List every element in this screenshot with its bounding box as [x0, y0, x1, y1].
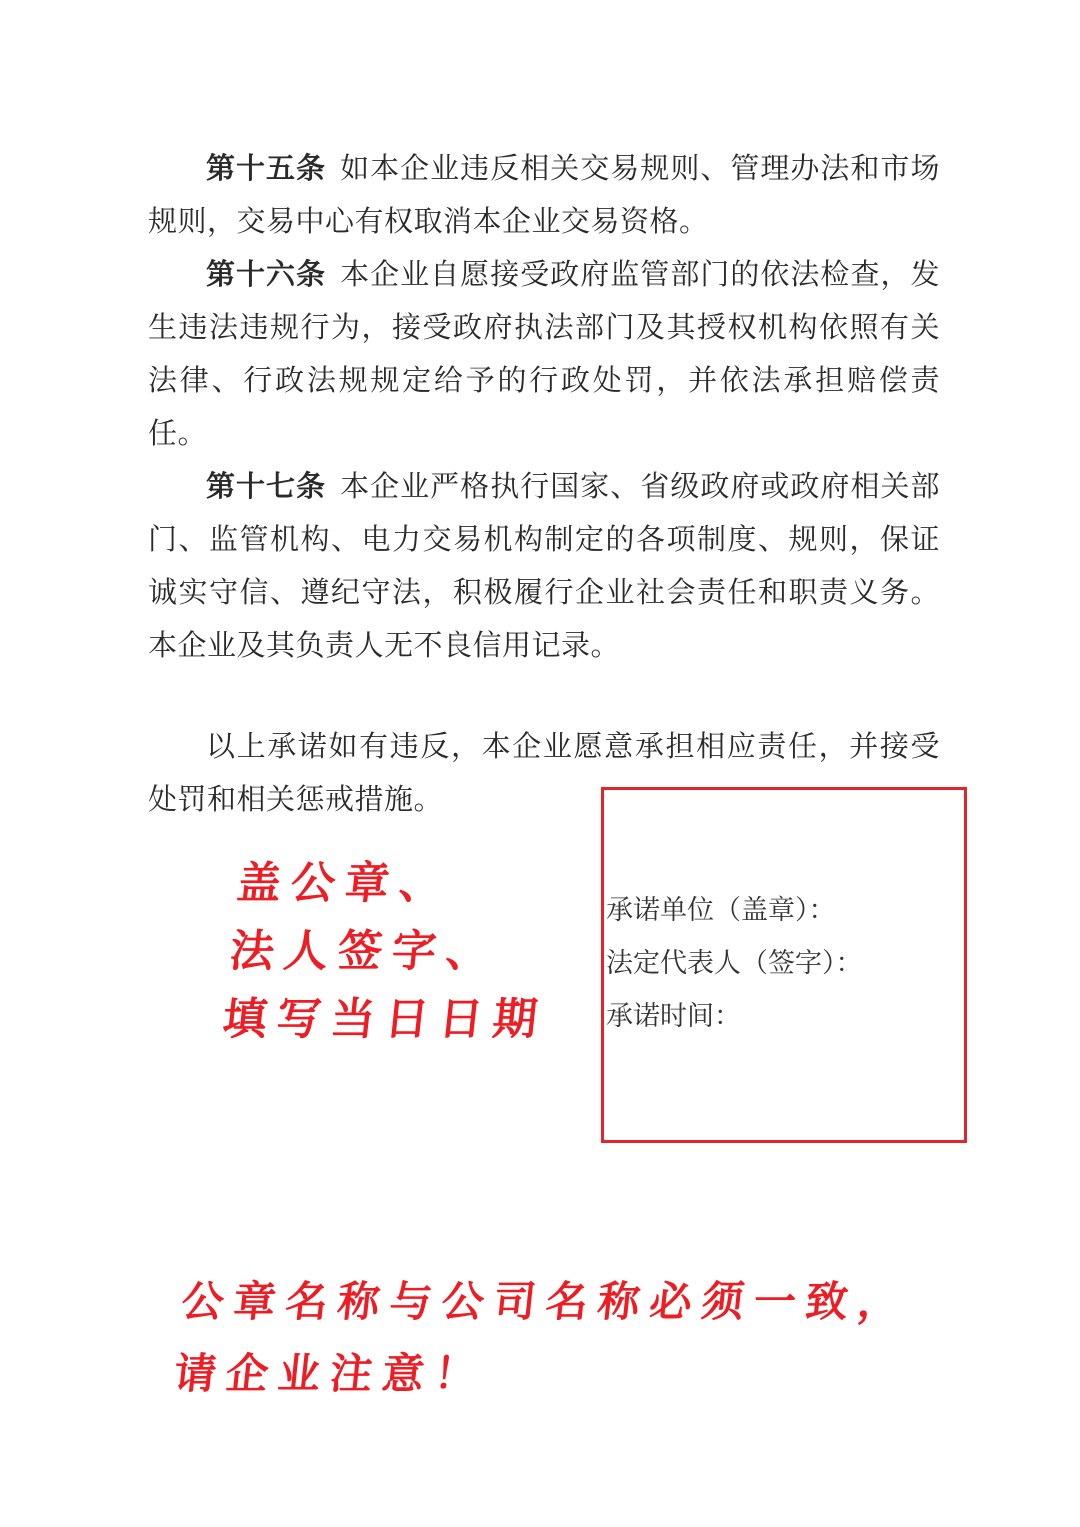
note-line: 盖公章、 — [234, 858, 456, 909]
article-title: 第十六条 — [206, 257, 327, 291]
article-15 — [148, 142, 940, 248]
date-label: 承诺时间： — [606, 1001, 741, 1032]
signature-fields — [606, 884, 863, 1043]
article-17 — [148, 460, 940, 672]
article-text: 本企业自愿接受政府监管部门的依法检查，发生违法违规行为，接受政府执法部门及其授权机构依照有关法律、行政法规规定给予的行政处罚，并依法承担赔偿责任。 — [148, 257, 940, 450]
article-title: 第十七条 — [206, 469, 327, 503]
note-line: 法人签字、 — [227, 926, 503, 977]
unit-label: 承诺单位（盖章）： — [606, 895, 836, 926]
note-line: 请企业注意！ — [171, 1349, 489, 1398]
article-16 — [148, 248, 940, 460]
article-text: 本企业严格执行国家、省级政府或政府相关部门、监管机构、电力交易机构制定的各项制度、规则，保证诚实守信、遵纪守法，积极履行企业社会责任和职责义务。本企业及其负责人无不良信用记录。 — [148, 469, 940, 662]
article-text: 如本企业违反相关交易规则、管理办法和市场规则，交易中心有权取消本企业交易资格。 — [148, 151, 940, 238]
articles-section — [148, 142, 940, 826]
name-consistency-note — [170, 1266, 913, 1410]
legal-rep-label: 法定代表人（签字）： — [606, 948, 863, 979]
note-line: 公章名称与公司名称必须一致， — [179, 1277, 913, 1326]
stamp-instruction-note — [219, 850, 564, 1054]
note-line: 填写当日日期 — [220, 994, 550, 1045]
article-title: 第十五条 — [206, 151, 327, 185]
closing-statement: 以上承诺如有违反，本企业愿意承担相应责任，并接受处罚和相关惩戒措施。 — [148, 729, 940, 816]
